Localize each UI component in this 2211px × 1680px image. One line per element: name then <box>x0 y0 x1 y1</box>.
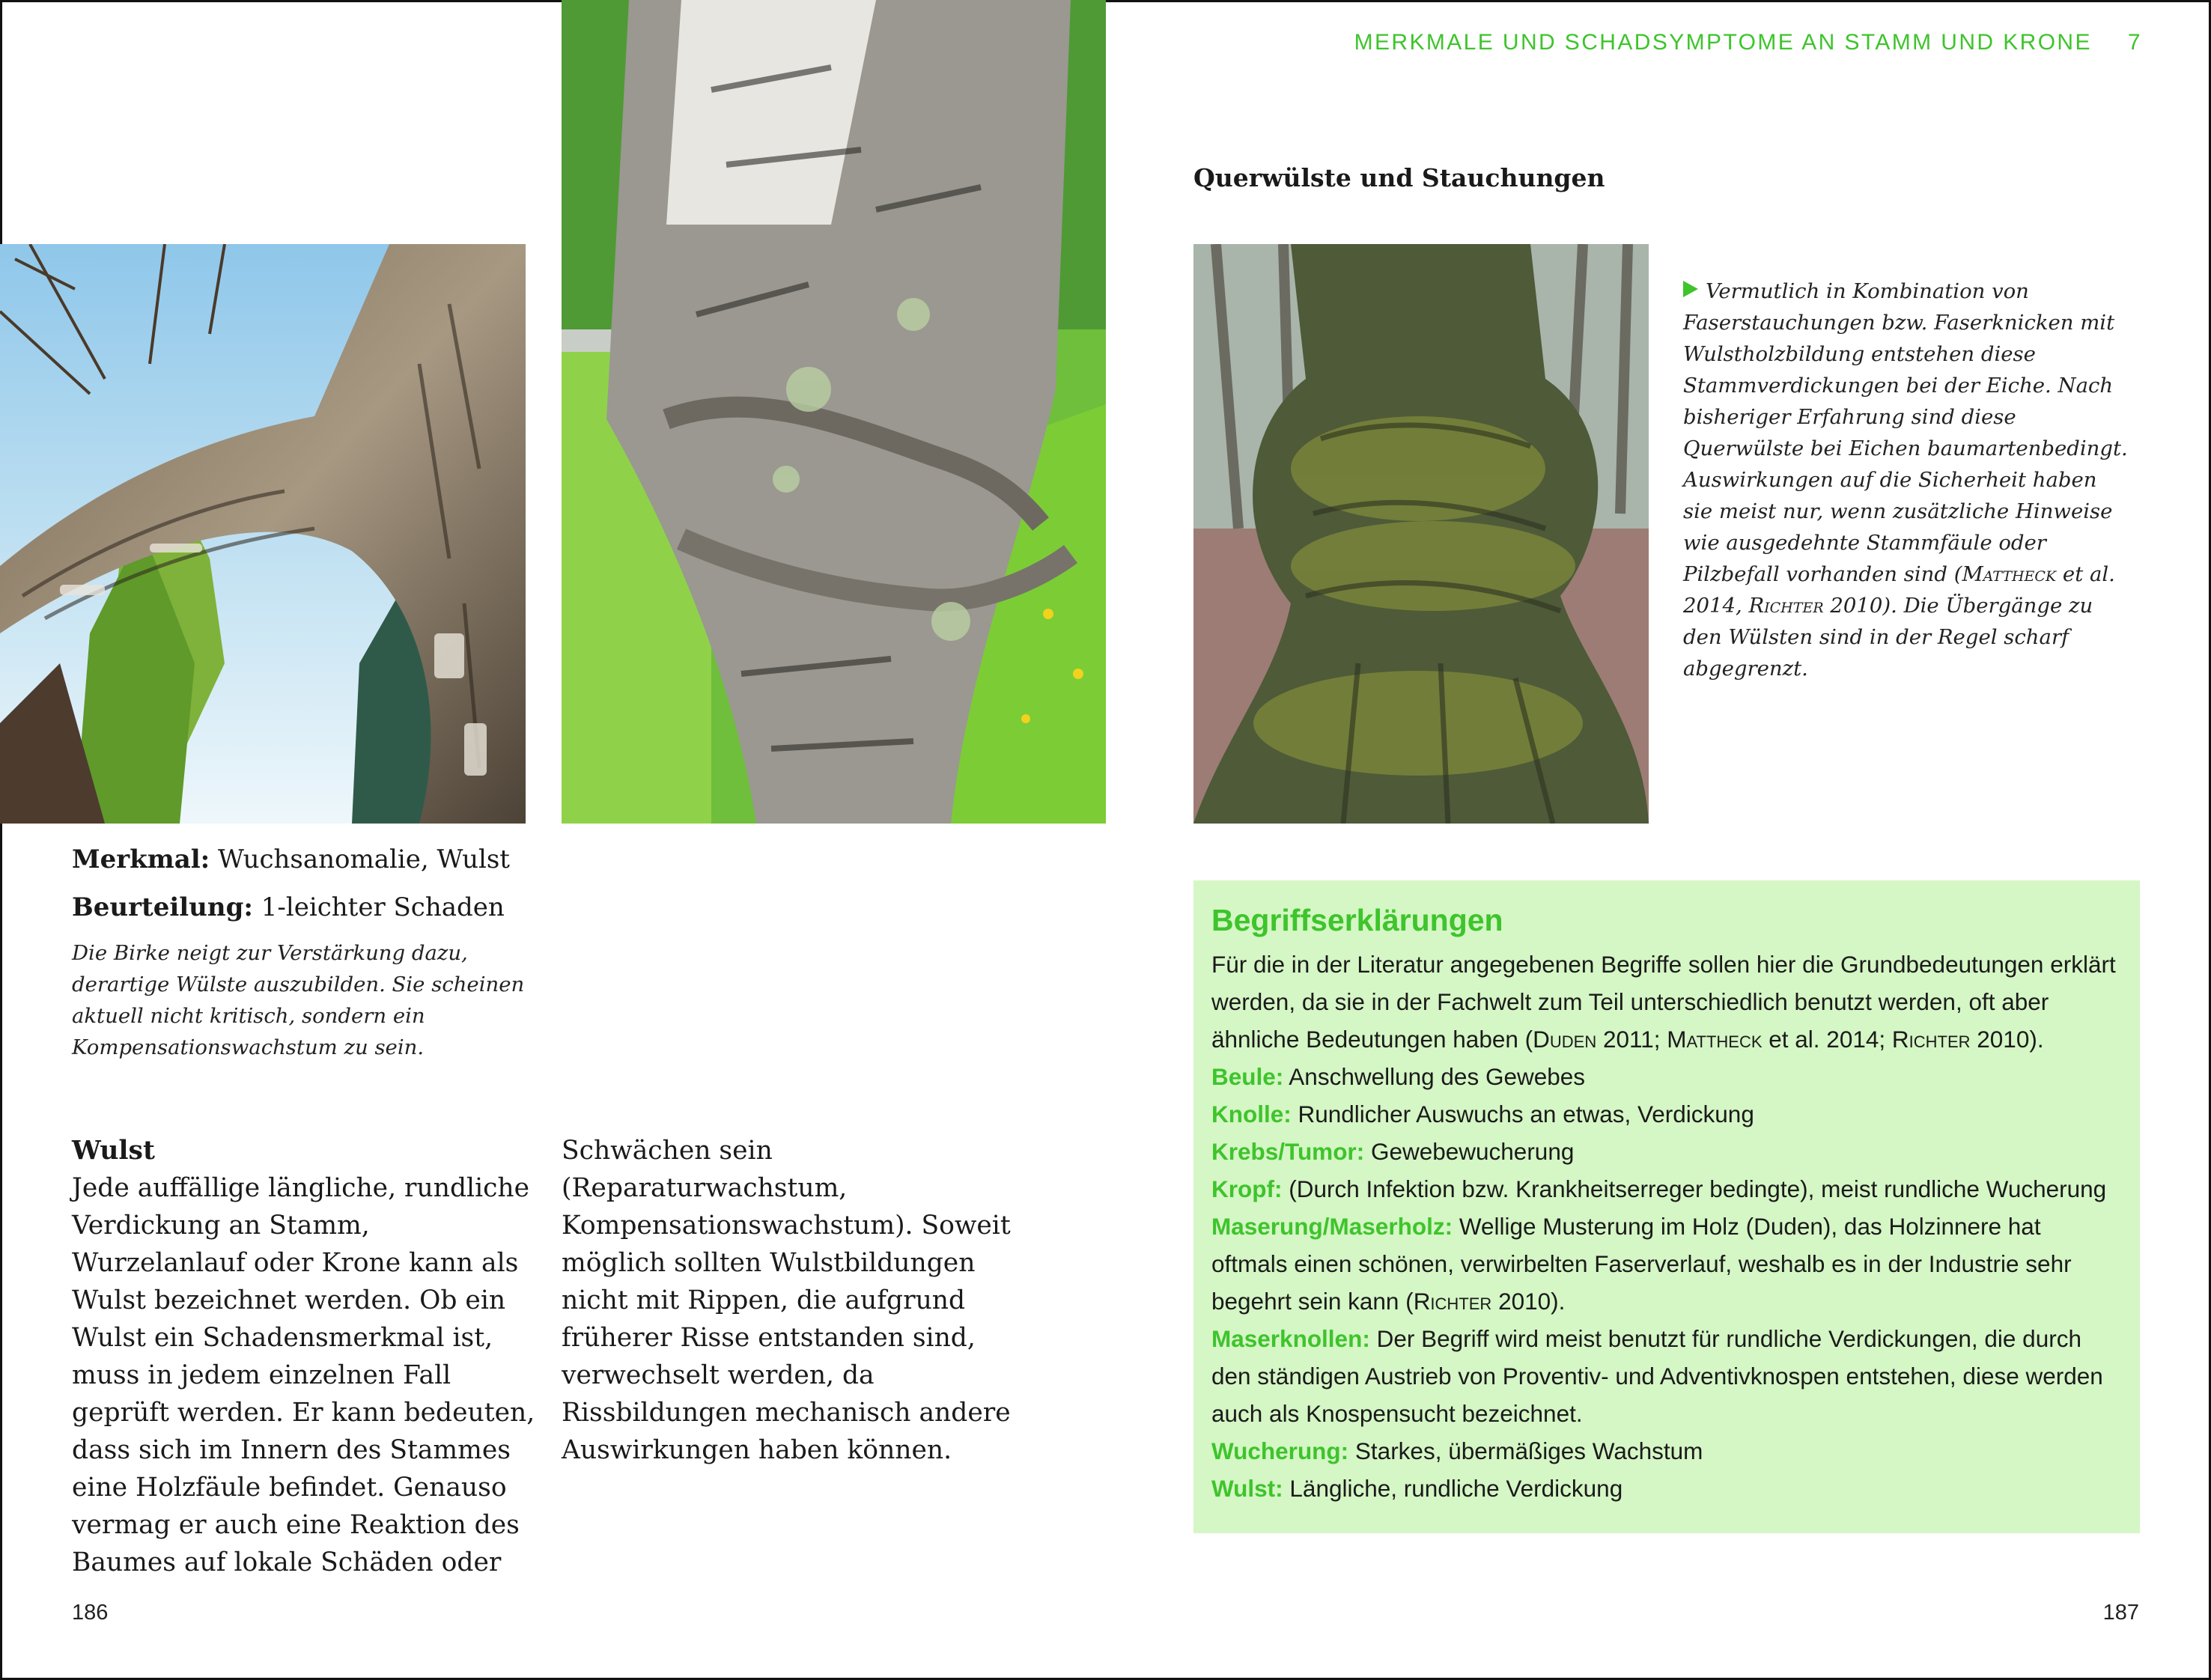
glossary-definition: Der Begriff wird meist benutzt für rundliche Verdickungen, die durch den ständigen Austrieb von Proventiv- und Adventivknospen entstehen, diese werden auch als Knospensucht bezeichnet. <box>1211 1325 2103 1427</box>
triangle-bullet-icon <box>1683 281 1698 297</box>
glossary-term: Kropf: <box>1211 1175 1283 1202</box>
merkmal-value: Wuchsanomalie, Wulst <box>210 844 510 874</box>
glossary-title: Begriffserklärungen <box>1211 903 1503 937</box>
glossary-intro-text: 2010). <box>1970 1026 2044 1053</box>
beurteilung-line <box>72 892 536 922</box>
glossary-definition: 2010). <box>1491 1288 1566 1315</box>
glossary-term: Beule: <box>1211 1063 1284 1090</box>
glossary-entry <box>1211 1432 2122 1470</box>
glossary-entry <box>1211 1320 2122 1432</box>
glossary-term: Wulst: <box>1211 1475 1283 1502</box>
glossary-definition: Rundlicher Auswuchs an etwas, Verdickung <box>1291 1101 1754 1127</box>
glossary-definition: Wellige Musterung im Holz (Duden), das Holzinnere hat oftmals einen schönen, verwirbelten Faserverlauf, weshalb es in der Industrie sehr begehrt sein kann ( <box>1211 1213 2072 1315</box>
citation: Mattheck <box>1962 562 2057 586</box>
citation: Richter <box>1748 594 1824 618</box>
glossary-entry <box>1211 1058 2122 1095</box>
glossary-term: Maserung/Maserholz: <box>1211 1213 1453 1240</box>
glossary-intro <box>1211 946 2122 1058</box>
glossary-entry <box>1211 1470 2122 1507</box>
birch-caption: Die Birke neigt zur Verstärkung dazu, derartige Wülste auszubilden. Sie scheinen aktuell nicht kritisch, sondern ein Kompensationswachstum zu sein. <box>72 941 525 1059</box>
beurteilung-label: Beurteilung: <box>72 892 253 922</box>
glossary-entry <box>1211 1170 2122 1208</box>
section-title: Querwülste und Stauchungen <box>1193 163 1605 192</box>
glossary-definition: (Durch Infektion bzw. Krankheitserreger bedingte), meist rundliche Wucherung <box>1282 1175 2107 1202</box>
beurteilung-value: 1-leichter Schaden <box>252 892 505 922</box>
oak-caption <box>1683 276 2132 684</box>
body-text: Schwächen sein (Reparaturwachstum, Kompensationswachstum). Soweit möglich sollten Wulstbildungen nicht mit Rippen, die aufgrund früherer Risse entstanden sind, verwechselt werden, da Rissbildungen mechanisch andere Auswirkungen haben können. <box>562 1136 1011 1465</box>
glossary-entry <box>1211 1095 2122 1133</box>
birch-arch-photo <box>0 244 526 824</box>
glossary-intro-text: 2011; <box>1596 1026 1667 1053</box>
oak-caption-text: 2010). Die Übergänge zu den Wülsten sind in der Regel scharf abgegrenzt. <box>1683 594 2093 681</box>
glossary-definition: Gewebewucherung <box>1364 1138 1575 1165</box>
body-column-2 <box>562 1132 1041 1469</box>
page-number-right: 187 <box>2102 1601 2139 1625</box>
glossary-term: Krebs/Tumor: <box>1211 1138 1365 1165</box>
glossary-intro-text: et al. 2014; <box>1762 1026 1892 1053</box>
citation: Richter <box>1891 1026 1971 1053</box>
glossary-box <box>1193 880 2140 1533</box>
citation: Duden <box>1533 1026 1597 1053</box>
birch-arch-illustration <box>0 244 526 824</box>
glossary-definition: Starkes, übermäßiges Wachstum <box>1348 1437 1703 1464</box>
glossary-definition: Längliche, rundliche Verdickung <box>1283 1475 1623 1502</box>
chapter-number: 7 <box>2127 30 2142 55</box>
glossary-entry <box>1211 1208 2122 1320</box>
merkmal-line <box>72 844 536 874</box>
oak-caption-text: et al. 2014, <box>1683 562 2115 618</box>
body-column-1 <box>72 1132 544 1581</box>
birch-bark-bulge-photo <box>562 0 1106 824</box>
running-header <box>1354 30 2142 55</box>
merkmal-label: Merkmal: <box>72 844 210 874</box>
body-heading: Wulst <box>72 1136 155 1166</box>
running-title: MERKMALE UND SCHADSYMPTOME AN STAMM UND KRONE <box>1354 30 2092 55</box>
glossary-term: Wucherung: <box>1211 1437 1349 1464</box>
body-text: Jede auffällige längliche, rundliche Verdickung an Stamm, Wurzelanlauf oder Krone kann als Wulst bezeichnet werden. Ob ein Wulst ein Schadensmerkmal ist, muss in jedem einzelnen Fall geprüft werden. Er kann bedeuten, dass sich im Innern des Stammes eine Holzfäule befindet. Genauso vermag er auch eine Reaktion des Baumes auf lokale Schäden oder <box>72 1173 535 1577</box>
citation: Richter <box>1413 1288 1492 1315</box>
page-number-left: 186 <box>72 1601 109 1625</box>
glossary-entry <box>1211 1133 2122 1170</box>
oak-caption-text: Vermutlich in Kombination von Faserstauchungen bzw. Faserknicken mit Wulstholzbildung entstehen diese Stammverdickungen bei der Eiche. Nach bisheriger Erfahrung sind diese Querwülste bei Eichen baumartenbedingt. Auswirkungen auf die Sicherheit haben sie meist nur, wenn zusätzliche Hinweise wie ausgedehnte Stammfäule oder Pilzbefall vorhanden sind ( <box>1683 279 2128 586</box>
birch-bark-illustration <box>562 0 1106 824</box>
glossary-term: Knolle: <box>1211 1101 1292 1127</box>
oak-trunk-bulge-photo <box>1193 244 1649 824</box>
glossary-term: Maserknollen: <box>1211 1325 1370 1352</box>
glossary-definition: Anschwellung des Gewebes <box>1283 1063 1586 1090</box>
oak-illustration <box>1193 244 1649 824</box>
citation: Mattheck <box>1667 1026 1763 1053</box>
glossary-intro-text: Für die in der Literatur angegebenen Begriffe sollen hier die Grundbedeutungen erklärt werden, da sie in der Fachwelt zum Teil unterschiedlich benutzt werden, oft aber ähnliche Bedeutungen haben ( <box>1211 951 2116 1053</box>
